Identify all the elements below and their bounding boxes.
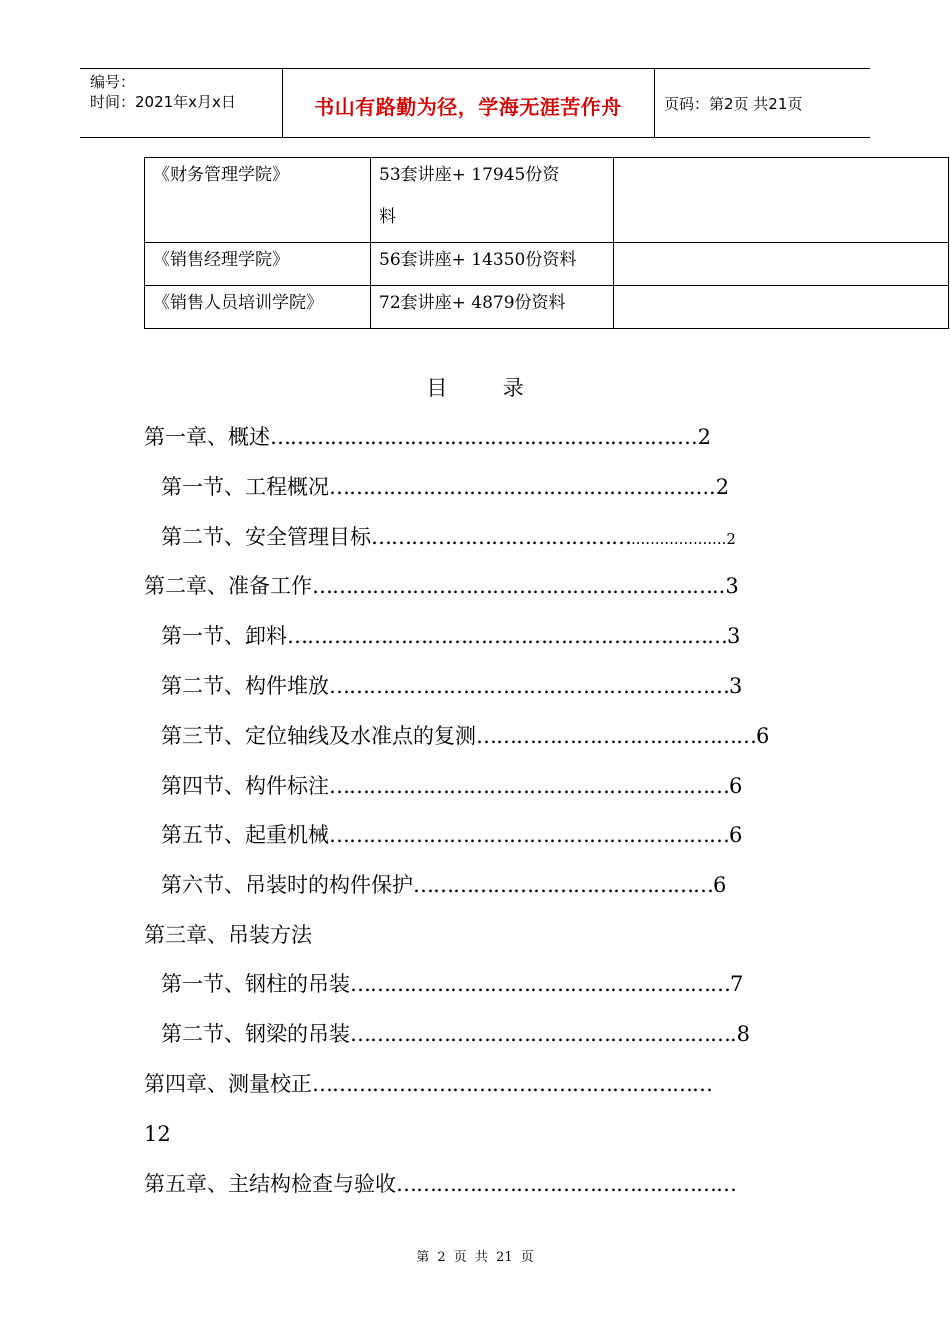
resource-table [144, 157, 949, 329]
toc-entry: 第二节、安全管理目标…………………………………....................2 [161, 525, 736, 549]
time-label: 时间：2021年x月x日 [90, 93, 236, 111]
serial-label: 编号： [90, 73, 136, 91]
toc-entry: 第二节、钢梁的吊装………………………………………………….8 [161, 1022, 751, 1046]
table-cell-content: 53套讲座+ 17945份资 料 [371, 158, 614, 243]
toc-entry: 第五章、主结构检查与验收…………………………………………… [144, 1172, 736, 1196]
toc-title-left: 目 [426, 376, 448, 400]
toc-entry: 第一节、卸料…………………………………………………………3 [161, 624, 741, 648]
toc-entry: 第五节、起重机械……………………………………………………6 [161, 823, 743, 847]
header-motto: 书山有路勤为径，学海无涯苦作舟 [314, 95, 622, 119]
table-row [145, 158, 949, 243]
toc-entry: 第一章、概述……………………………………………………….2 [144, 425, 712, 449]
toc-entry: 第六节、吊装时的构件保护………………………………………6 [161, 873, 727, 897]
header-motto-cell [282, 69, 655, 137]
toc-entry: 第四章、测量校正…………………………………………………… [144, 1072, 712, 1096]
toc-title-right: 录 [502, 376, 524, 400]
toc-title [0, 372, 950, 402]
toc-entry: 第三节、定位轴线及水准点的复测……………………………………6 [161, 724, 770, 748]
document-header [80, 68, 870, 138]
toc-entry: 第三章、吊装方法 [144, 923, 312, 947]
table-cell-note [614, 158, 949, 243]
toc-entry: 12 [144, 1122, 171, 1146]
table-cell-content: 72套讲座+ 4879份资料 [371, 286, 614, 329]
table-cell-note [614, 286, 949, 329]
toc-entry: 第四节、构件标注……………………………………………………6 [161, 774, 743, 798]
table-row [145, 286, 949, 329]
table-cell-name: 《销售经理学院》 [145, 243, 371, 286]
table-cell-name: 《销售人员培训学院》 [145, 286, 371, 329]
toc-entry: 第二节、构件堆放……………………………………………………3 [161, 674, 743, 698]
header-page-cell [654, 69, 870, 137]
page-footer: 第 2 页 共 21 页 [416, 1250, 534, 1265]
toc-entry: 第一节、钢柱的吊装…………………………………………………7 [161, 972, 744, 996]
table-cell-content: 56套讲座+ 14350份资料 [371, 243, 614, 286]
toc-entry: 第一节、工程概况………………………………………………....2 [161, 475, 730, 499]
toc-entry: 第二章、准备工作……………………………………………………..3 [144, 574, 739, 598]
header-meta-cell [80, 69, 283, 137]
header-page-info: 页码：第2页 共21页 [664, 95, 803, 113]
table-cell-name: 《财务管理学院》 [145, 158, 371, 243]
